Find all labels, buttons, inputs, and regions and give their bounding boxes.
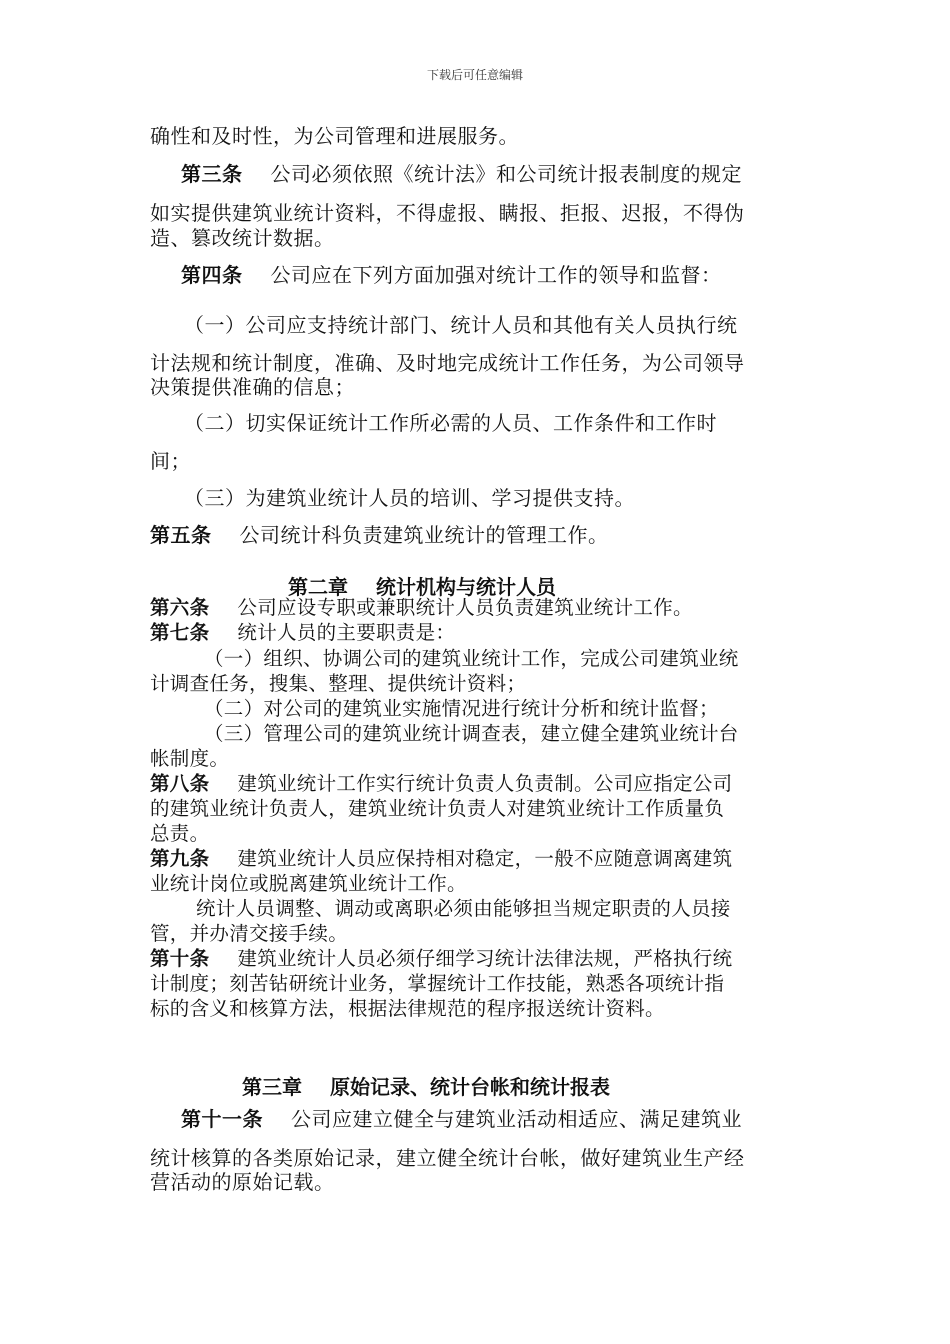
chapter-number: 第二章 bbox=[288, 575, 348, 599]
list-item-line: （一）公司应支持统计部门、统计人员和其他有关人员执行统 bbox=[184, 313, 738, 337]
chapter-title: 统计机构与统计人员 bbox=[376, 575, 556, 599]
list-item-line: （二）对公司的建筑业实施情况进行统计分析和统计监督； bbox=[204, 697, 719, 720]
article-6-line bbox=[150, 597, 693, 619]
article-8-line bbox=[150, 773, 732, 795]
article-11-line bbox=[181, 1107, 742, 1131]
article-label: 第四条 bbox=[181, 263, 243, 287]
paragraph-line: 总责。 bbox=[150, 822, 210, 845]
article-text: 公司统计科负责建筑业统计的管理工作。 bbox=[239, 523, 609, 547]
article-label: 第十条 bbox=[150, 947, 210, 970]
list-item-line: （三）管理公司的建筑业统计调查表，建立健全建筑业统计台 bbox=[204, 722, 739, 745]
list-item-line: （一）组织、协调公司的建筑业统计工作，完成公司建筑业统 bbox=[204, 647, 739, 670]
article-label: 第九条 bbox=[150, 847, 210, 870]
article-label: 第六条 bbox=[150, 596, 210, 619]
article-10-line bbox=[150, 948, 732, 970]
paragraph-line: 决策提供准确的信息； bbox=[150, 375, 355, 399]
article-text: 建筑业统计人员必须仔细学习统计法律法规，严格执行统 bbox=[237, 947, 733, 970]
article-text: 公司应设专职或兼职统计人员负责建筑业统计工作。 bbox=[237, 596, 693, 619]
paragraph-line: 计调查任务，搜集、整理、提供统计资料； bbox=[150, 672, 527, 695]
article-text: 建筑业统计人员应保持相对稳定，一般不应随意调离建筑 bbox=[237, 847, 733, 870]
chapter-number: 第三章 bbox=[242, 1075, 302, 1099]
article-label: 第八条 bbox=[150, 772, 210, 795]
article-text: 公司必须依照《统计法》和公司统计报表制度的规定 bbox=[270, 162, 742, 186]
article-label: 第五条 bbox=[150, 523, 212, 547]
paragraph-line: 管，并办清交接手续。 bbox=[150, 922, 349, 945]
chapter-3-heading bbox=[242, 1071, 610, 1100]
article-7-line bbox=[150, 622, 455, 644]
article-text: 统计人员的主要职责是： bbox=[237, 621, 456, 644]
paragraph-line: 间； bbox=[150, 449, 191, 473]
paragraph-line: 统计人员调整、调动或离职必须由能够担当规定职责的人员接 bbox=[196, 897, 731, 920]
article-5-line bbox=[150, 523, 609, 547]
article-3-line bbox=[181, 162, 742, 186]
paragraph-line: 营活动的原始记载。 bbox=[150, 1170, 335, 1194]
list-item-line: （二）切实保证统计工作所必需的人员、工作条件和工作时 bbox=[184, 411, 717, 435]
paragraph-line: 帐制度。 bbox=[150, 747, 230, 770]
paragraph-line: 计法规和统计制度，准确、及时地完成统计工作任务，为公司领导 bbox=[150, 351, 745, 375]
paragraph-line: 计制度；刻苦钻研统计业务，掌握统计工作技能，熟悉各项统计指 bbox=[150, 972, 725, 995]
paragraph-line: 确性和及时性，为公司管理和进展服务。 bbox=[150, 124, 519, 148]
article-9-line bbox=[150, 848, 732, 870]
article-text: 建筑业统计工作实行统计负责人负责制。公司应指定公司 bbox=[237, 772, 733, 795]
article-label: 第十一条 bbox=[181, 1107, 263, 1131]
article-label: 第三条 bbox=[181, 162, 243, 186]
paragraph-line: 统计核算的各类原始记录，建立健全统计台帐，做好建筑业生产经 bbox=[150, 1146, 745, 1170]
page-header: 下载后可任意编辑 bbox=[426, 68, 523, 82]
list-item-line: （三）为建筑业统计人员的培训、学习提供支持。 bbox=[184, 486, 635, 510]
paragraph-line: 如实提供建筑业统计资料，不得虚报、瞒报、拒报、迟报，不得伪 bbox=[150, 201, 745, 225]
chapter-title: 原始记录、统计台帐和统计报表 bbox=[330, 1075, 610, 1099]
paragraph-line: 标的含义和核算方法，根据法律规范的程序报送统计资料。 bbox=[150, 997, 665, 1020]
article-label: 第七条 bbox=[150, 621, 210, 644]
article-4-line bbox=[181, 263, 722, 287]
paragraph-line: 造、篡改统计数据。 bbox=[150, 226, 335, 250]
paragraph-line: 业统计岗位或脱离建筑业统计工作。 bbox=[150, 872, 467, 895]
article-text: 公司应建立健全与建筑业活动相适应、满足建筑业 bbox=[291, 1107, 742, 1131]
article-text: 公司应在下列方面加强对统计工作的领导和监督： bbox=[270, 263, 722, 287]
paragraph-line: 的建筑业统计负责人，建筑业统计负责人对建筑业统计工作质量负 bbox=[150, 797, 725, 820]
